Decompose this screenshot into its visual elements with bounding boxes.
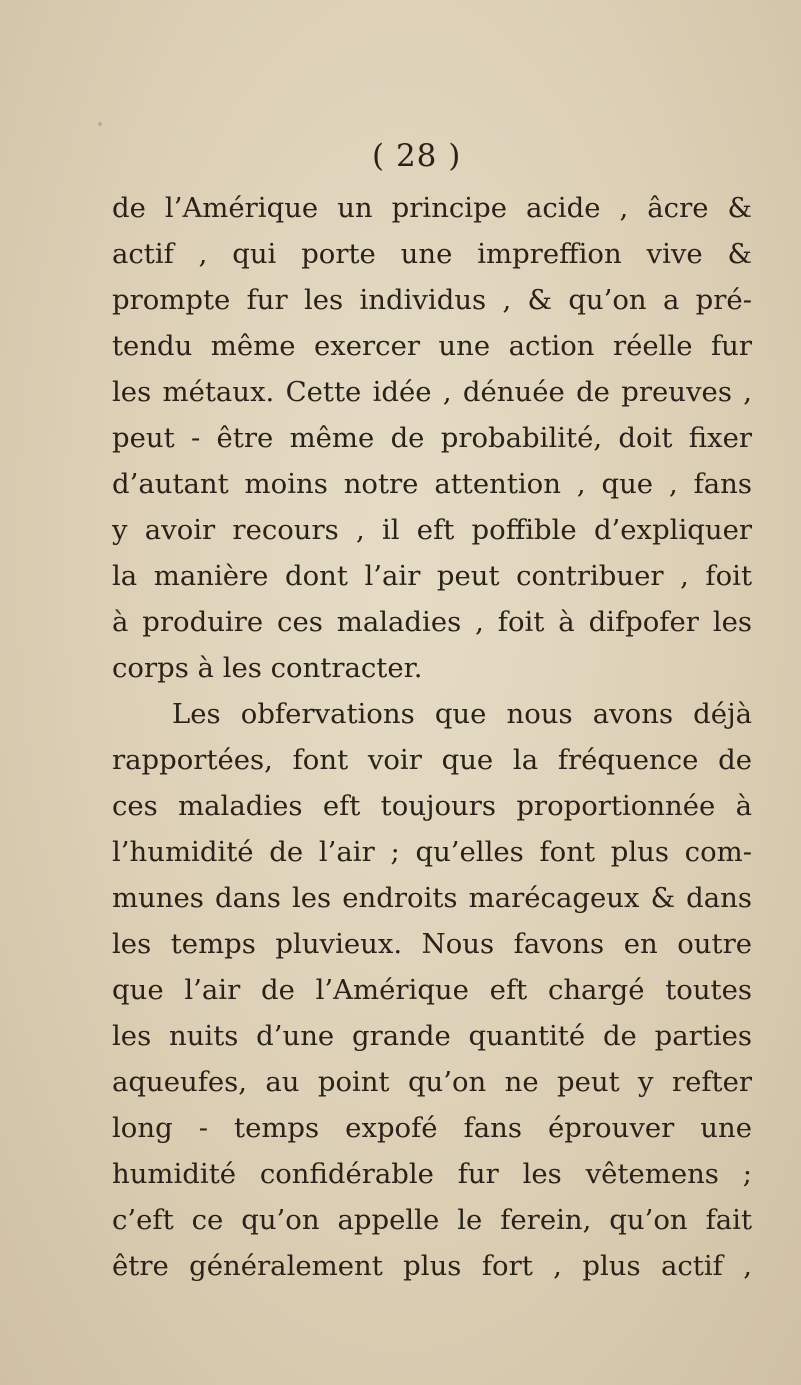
- text-line: les temps pluvieux. Nous favons en outre: [112, 928, 752, 960]
- paper-speck: [116, 610, 119, 613]
- text-line: ces maladies eft toujours proportionnée à: [112, 790, 752, 822]
- text-line: d’autant moins notre attention , que , fans: [112, 468, 752, 500]
- text-line: tendu même exercer une action réelle fur: [112, 330, 752, 362]
- text-line: les métaux. Cette idée , dénuée de preuves ,: [112, 376, 752, 408]
- text-line: rapportées, font voir que la fréquence de: [112, 744, 752, 776]
- text-line: la manière dont l’air peut contribuer , foit: [112, 560, 752, 592]
- text-line: prompte fur les individus , & qu’on a pré-: [112, 284, 752, 316]
- text-line: de l’Amérique un principe acide , âcre &: [112, 192, 752, 224]
- text-line: c’eft ce qu’on appelle le ferein, qu’on fait: [112, 1204, 752, 1236]
- page-number: ( 28 ): [372, 138, 462, 174]
- text-line: l’humidité de l’air ; qu’elles font plus com-: [112, 836, 752, 868]
- body-text: [112, 185, 752, 1289]
- text-line: actif , qui porte une impreffion vive &: [112, 238, 752, 270]
- text-line: à produire ces maladies , foit à difpofer les: [112, 606, 752, 638]
- text-line: aqueufes, au point qu’on ne peut y refter: [112, 1066, 752, 1098]
- paper-speck: [592, 1268, 594, 1276]
- text-line: peut - être même de probabilité, doit fixer: [112, 422, 752, 454]
- paper-speck: [98, 122, 102, 126]
- text-line: humidité confidérable fur les vêtemens ;: [112, 1158, 752, 1190]
- text-line: munes dans les endroits marécageux & dans: [112, 882, 752, 914]
- text-line: y avoir recours , il eft poffible d’expliquer: [112, 514, 752, 546]
- text-line: long - temps expofé fans éprouver une: [112, 1112, 752, 1144]
- text-line: être généralement plus fort , plus actif ,: [112, 1250, 752, 1282]
- text-line: les nuits d’une grande quantité de parties: [112, 1020, 752, 1052]
- paper-speck: [708, 1262, 711, 1265]
- text-line: que l’air de l’Amérique eft chargé toutes: [112, 974, 752, 1006]
- text-line: Les obfervations que nous avons déjà: [172, 698, 752, 730]
- text-line: corps à les contracter.: [112, 652, 423, 684]
